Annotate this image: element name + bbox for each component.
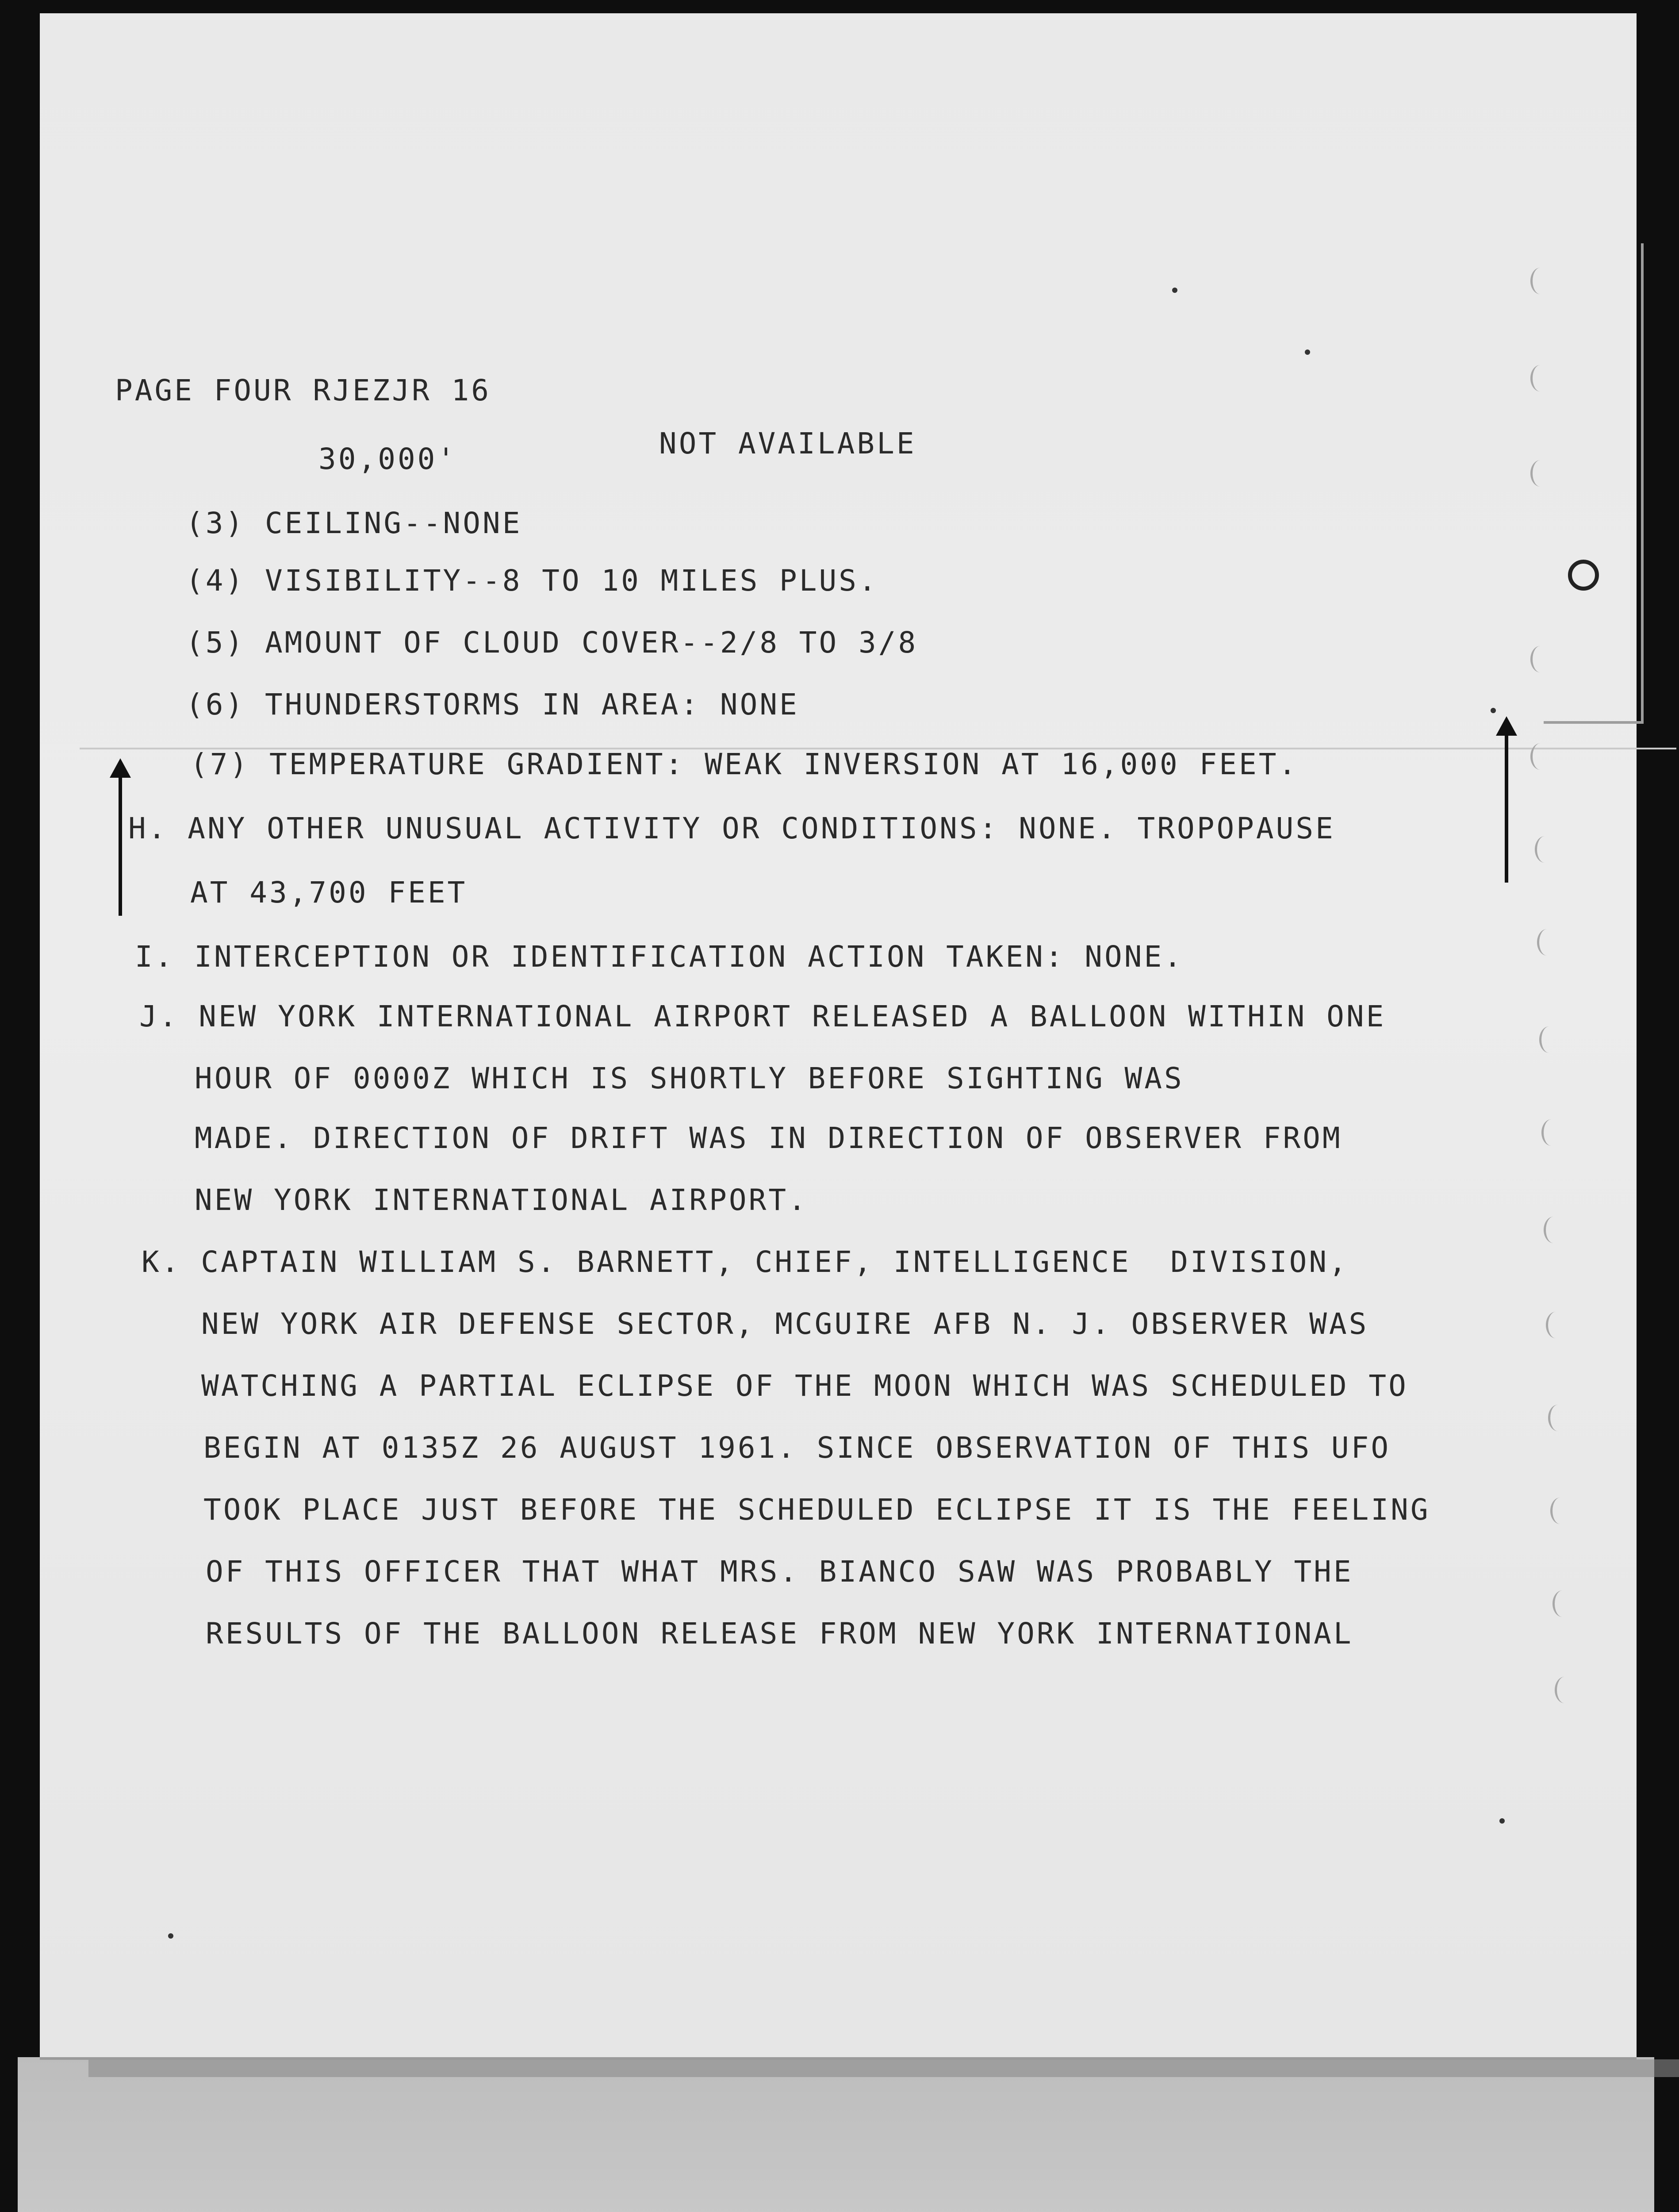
page-header: PAGE FOUR RJEZJR 16 xyxy=(115,373,491,407)
paragraph-k-line-3: WATCHING A PARTIAL ECLIPSE OF THE MOON WHICH WAS SCHEDULED TO xyxy=(201,1369,1408,1403)
weather-item-visibility: (4) VISIBILITY--8 TO 10 MILES PLUS. xyxy=(186,564,878,598)
paper-shadow xyxy=(88,2059,1679,2077)
paragraph-k-line-5: TOOK PLACE JUST BEFORE THE SCHEDULED ECLIPSE IT IS THE FEELING xyxy=(203,1493,1430,1527)
paragraph-j-line-3: MADE. DIRECTION OF DRIFT WAS IN DIRECTION OF OBSERVER FROM xyxy=(195,1121,1342,1155)
paragraph-k-line-1: K. CAPTAIN WILLIAM S. BARNETT, CHIEF, INTELLIGENCE DIVISION, xyxy=(142,1245,1349,1279)
paragraph-h-line-2: AT 43,700 FEET xyxy=(190,876,468,910)
weather-item-thunderstorms: (6) THUNDERSTORMS IN AREA: NONE xyxy=(186,687,799,722)
weather-item-cloud-cover: (5) AMOUNT OF CLOUD COVER--2/8 TO 3/8 xyxy=(186,626,918,660)
paragraph-k-line-6: OF THIS OFFICER THAT WHAT MRS. BIANCO SAW WAS PROBABLY THE xyxy=(206,1555,1353,1589)
paragraph-k-line-4: BEGIN AT 0135Z 26 AUGUST 1961. SINCE OBSERVATION OF THIS UFO xyxy=(203,1431,1391,1465)
paragraph-i-line-1: I. INTERCEPTION OR IDENTIFICATION ACTION TAKEN: NONE. xyxy=(135,940,1184,974)
paragraph-h-line-1: H. ANY OTHER UNUSUAL ACTIVITY OR CONDITIONS: NONE. TROPOPAUSE xyxy=(128,811,1335,845)
paragraph-k-line-7: RESULTS OF THE BALLOON RELEASE FROM NEW YORK INTERNATIONAL xyxy=(206,1617,1353,1651)
paragraph-j-line-2: HOUR OF 0000Z WHICH IS SHORTLY BEFORE SIGHTING WAS xyxy=(195,1061,1184,1095)
paragraph-j-line-4: NEW YORK INTERNATIONAL AIRPORT. xyxy=(195,1183,808,1217)
weather-item-ceiling: (3) CEILING--NONE xyxy=(186,506,522,540)
altitude-value: 30,000' xyxy=(318,442,457,476)
paragraph-j-line-1: J. NEW YORK INTERNATIONAL AIRPORT RELEASED A BALLOON WITHIN ONE xyxy=(139,999,1386,1033)
weather-item-temperature: (7) TEMPERATURE GRADIENT: WEAK INVERSION AT 16,000 FEET. xyxy=(190,747,1299,781)
teletype-page xyxy=(40,13,1637,2057)
paragraph-k-line-2: NEW YORK AIR DEFENSE SECTOR, MCGUIRE AFB N. J. OBSERVER WAS xyxy=(201,1307,1369,1341)
message-body xyxy=(40,13,1637,2057)
film-background xyxy=(18,2057,1654,2212)
altitude-status: NOT AVAILABLE xyxy=(659,426,916,461)
